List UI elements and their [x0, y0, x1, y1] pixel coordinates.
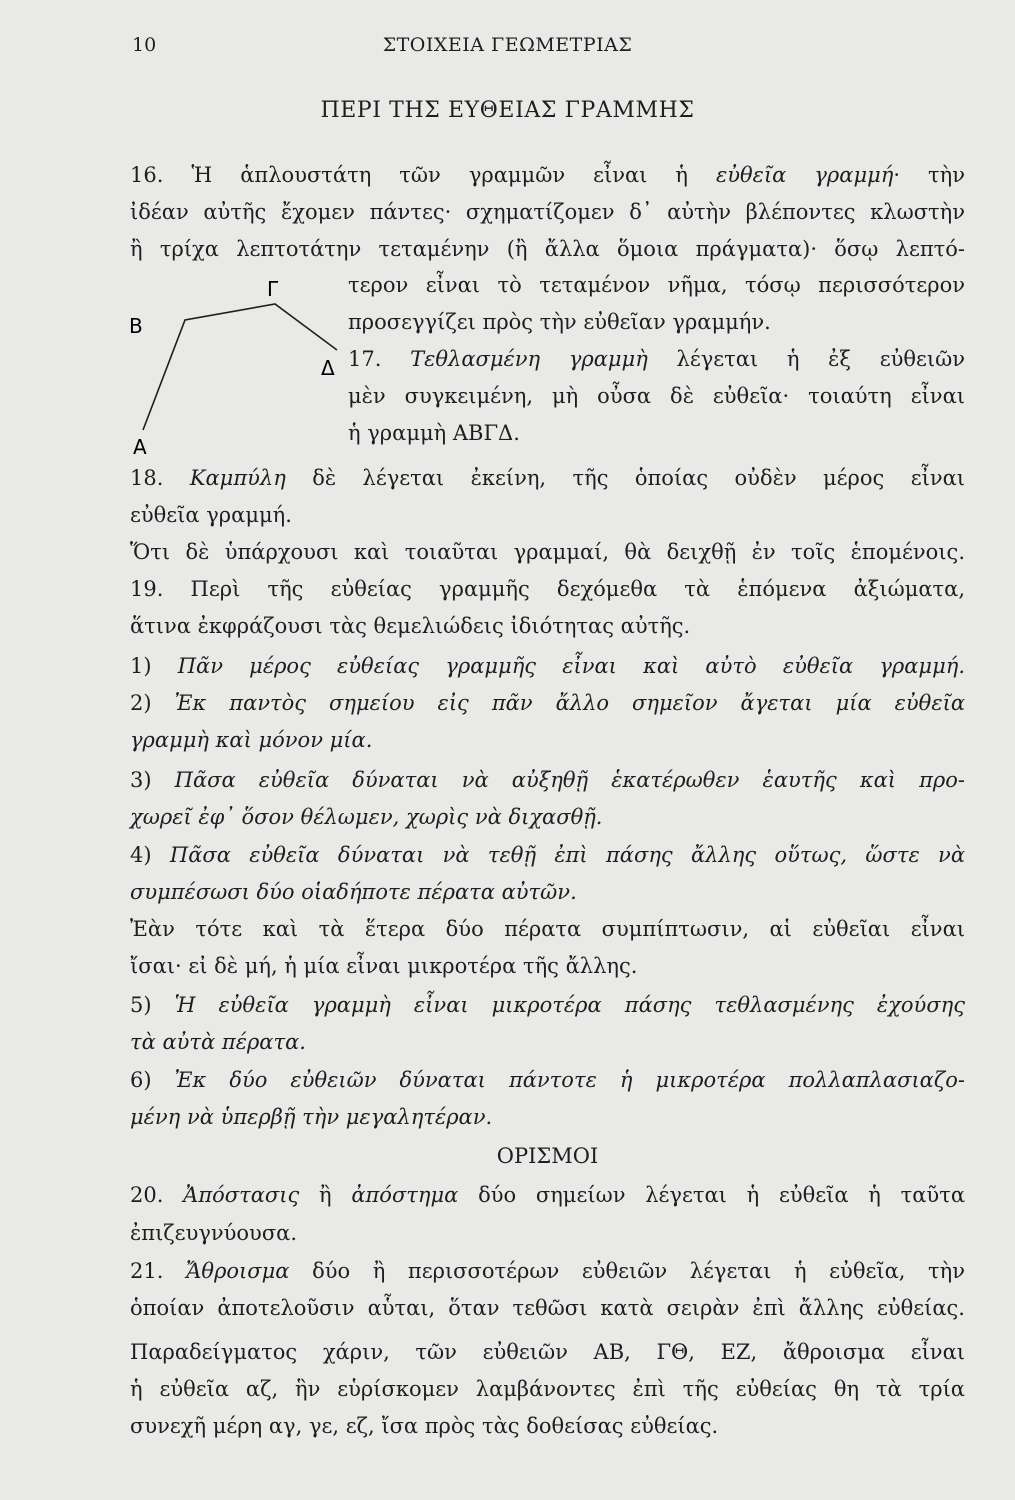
section-title: ΠΕΡΙ ΤΗΣ ΕΥΘΕΙΑΣ ΓΡΑΜΜΗΣ	[320, 98, 695, 123]
text-line: ἡ εὐθεῖα αζ, ἣν εὑρίσκομεν λαμβάνοντες ἐπὶ τῆς εὐθείας θη τὰ τρία	[130, 1377, 965, 1401]
figure-label-d: Δ	[321, 356, 335, 380]
text-line: μὲν συγκειμένη, μὴ οὖσα δὲ εὐθεῖα· τοιαύτη εἶναι	[348, 384, 965, 408]
text-line: ἡ γραμμὴ ΑΒΓΔ.	[348, 421, 520, 445]
figure-label-a: Α	[133, 435, 147, 459]
axiom-4: 4) Πᾶσα εὐθεῖα δύναται νὰ τεθῇ ἐπὶ πάσης ἄλλης οὕτως, ὥστε νὰ	[130, 843, 966, 867]
text-line: ἴσαι· εἰ δὲ μή, ἡ μία εἶναι μικροτέρα τῆς ἄλλης.	[130, 954, 638, 978]
figure-label-g: Γ	[267, 277, 279, 301]
text-line: γραμμὴ καὶ μόνον μία.	[130, 728, 373, 752]
text-line: μένη νὰ ὑπερβῇ τὴν μεγαλητέραν.	[130, 1105, 493, 1129]
text-line: ἰδέαν αὐτῆς ἔχομεν πάντες· σχηματίζομεν δ᾽ αὐτὴν βλέποντες κλωστὴν	[130, 200, 965, 224]
definition-20: 20. Ἀπόστασις ἢ ἀπόστημα δύο σημείων λέγεται ἡ εὐθεῖα ἡ ταῦτα	[130, 1183, 965, 1207]
text-line: συμπέσωσι δύο οἱαδήποτε πέρατα αὐτῶν.	[130, 880, 577, 904]
text-line: ἅτινα ἐκφράζουσι τὰς θεμελιώδεις ἰδιότητας αὐτῆς.	[130, 614, 691, 638]
text-line: Ἐὰν τότε καὶ τὰ ἕτερα δύο πέρατα συμπίπτωσιν, αἱ εὐθεῖαι εἶναι	[130, 917, 965, 941]
figure-label-b: Β	[129, 314, 143, 338]
text-line: ἐπιζευγνύουσα.	[130, 1221, 298, 1245]
running-header	[0, 34, 1015, 64]
axiom-5: 5) Ἡ εὐθεῖα γραμμὴ εἶναι μικροτέρα πάσης τεθλασμένης ἐχούσης	[130, 993, 965, 1017]
text-line: ἢ τρίχα λεπτοτάτην τεταμένην (ἢ ἄλλα ὅμοια πράγματα)· ὅσῳ λεπτό-	[130, 237, 965, 261]
text-line: ὁποίαν ἀποτελοῦσιν αὗται, ὅταν τεθῶσι κατὰ σειρὰν ἐπὶ ἄλλης εὐθείας.	[130, 1296, 965, 1320]
text-line: εὐθεῖα γραμμή.	[130, 503, 292, 527]
text-line: χωρεῖ ἐφ᾽ ὅσον θέλωμεν, χωρὶς νὰ διχασθῇ.	[130, 805, 603, 829]
axiom-1: 1) Πᾶν μέρος εὐθείας γραμμῆς εἶναι καὶ αὐτὸ εὐθεῖα γραμμή.	[130, 654, 965, 678]
axiom-6: 6) Ἐκ δύο εὐθειῶν δύναται πάντοτε ἡ μικροτέρα πολλαπλασιαζο-	[130, 1068, 965, 1092]
text-line: Ὅτι δὲ ὑπάρχουσι καὶ τοιαῦται γραμμαί, θὰ δειχθῇ ἐν τοῖς ἑπομένοις.	[130, 540, 965, 564]
text-line: 17. Τεθλασμένη γραμμὴ λέγεται ἡ ἐξ εὐθειῶν	[348, 347, 966, 371]
text-line: συνεχῆ μέρη αγ, γε, εζ, ἴσα πρὸς τὰς δοθείσας εὐθείας.	[130, 1414, 719, 1438]
text-line: 18. Καμπύλη δὲ λέγεται ἐκείνη, τῆς ὁποίας οὐδὲν μέρος εἶναι	[130, 466, 965, 490]
subsection-title: ΟΡΙΣΜΟΙ	[496, 1144, 599, 1168]
text-line: 19. Περὶ τῆς εὐθείας γραμμῆς δεχόμεθα τὰ ἑπόμενα ἀξιώματα,	[130, 577, 965, 601]
text-line: προσεγγίζει πρὸς τὴν εὐθεῖαν γραμμήν.	[348, 310, 771, 334]
text-line: τερον εἶναι τὸ τεταμένον νῆμα, τόσῳ περισσότερον	[348, 273, 965, 297]
axiom-3: 3) Πᾶσα εὐθεῖα δύναται νὰ αὐξηθῇ ἑκατέρωθεν ἑαυτῆς καὶ προ-	[130, 768, 965, 792]
text-line: Παραδείγματος χάριν, τῶν εὐθειῶν ΑΒ, ΓΘ, ΕΖ, ἄθροισμα εἶναι	[130, 1340, 965, 1364]
axiom-2: 2) Ἐκ παντὸς σημείου εἰς πᾶν ἄλλο σημεῖον ἄγεται μία εὐθεῖα	[130, 691, 966, 715]
broken-line-figure	[125, 270, 355, 460]
broken-line-abgd	[143, 304, 337, 430]
definition-21: 21. Ἄθροισμα δύο ἢ περισσοτέρων εὐθειῶν λέγεται ἡ εὐθεῖα, τὴν	[130, 1259, 966, 1283]
running-title: ΣΤΟΙΧΕΙΑ ΓΕΩΜΕΤΡΙΑΣ	[382, 34, 633, 56]
page-number: 10	[132, 34, 157, 56]
text-line: τὰ αὐτὰ πέρατα.	[130, 1030, 306, 1054]
text-line: 16. Ἡ ἁπλουστάτη τῶν γραμμῶν εἶναι ἡ εὐθεῖα γραμμή· τὴν	[130, 163, 965, 187]
